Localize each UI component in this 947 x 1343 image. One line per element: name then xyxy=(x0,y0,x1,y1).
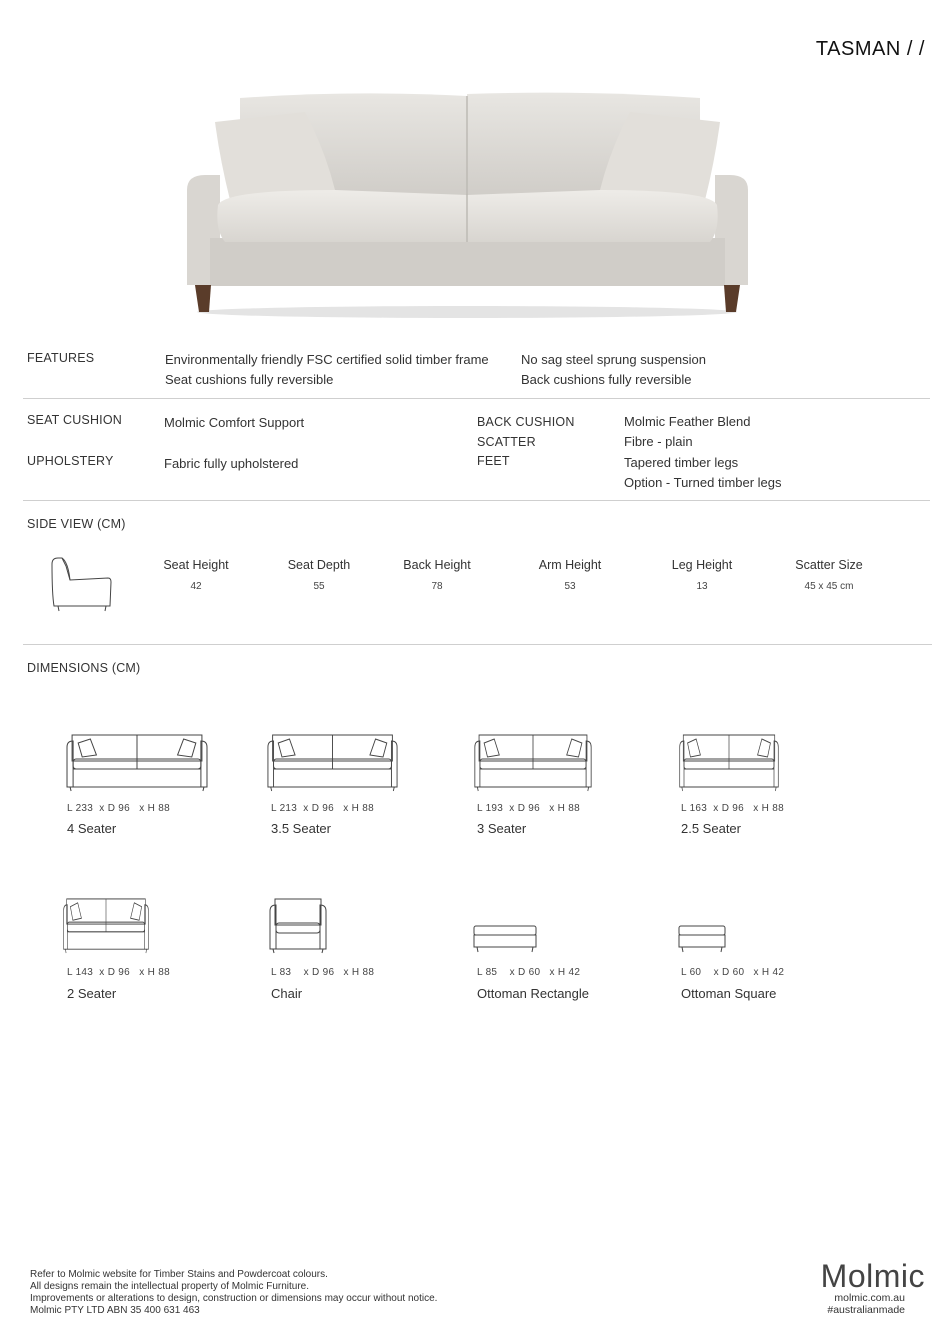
4-seater-icon xyxy=(66,733,208,793)
feet-value: Tapered timber legs xyxy=(624,455,739,470)
dimension-text: L 83 x D 96 x H 88 xyxy=(271,967,375,978)
seat-height-value: 42 xyxy=(190,581,202,592)
back-height-label: Back Height xyxy=(403,558,471,572)
dimension-text: L 233 x D 96 x H 88 xyxy=(67,803,170,814)
product-name: 3 Seater xyxy=(477,821,527,836)
website-link[interactable]: molmic.com.au xyxy=(834,1292,905,1304)
product-name: 4 Seater xyxy=(67,821,117,836)
seat-height-label: Seat Height xyxy=(163,558,229,572)
product-name: 2.5 Seater xyxy=(681,821,741,836)
upholstery-value: Fabric fully upholstered xyxy=(164,456,299,471)
feature-item: Environmentally friendly FSC certified solid timber frame xyxy=(165,352,489,367)
dimension-text: L 85 x D 60 x H 42 xyxy=(477,967,581,978)
back-cushion-value: Molmic Feather Blend xyxy=(624,414,751,429)
features-label: FEATURES xyxy=(27,351,95,365)
2-5-seater-icon xyxy=(679,733,779,793)
product-name: 3.5 Seater xyxy=(271,821,331,836)
dimension-text: L 193 x D 96 x H 88 xyxy=(477,803,580,814)
back-height-value: 78 xyxy=(431,581,443,592)
feet-label: FEET xyxy=(477,454,510,468)
dimension-text: L 163 x D 96 x H 88 xyxy=(681,803,784,814)
footer-line: Improvements or alterations to design, construction or dimensions may occur without notice. xyxy=(30,1293,438,1304)
seat-depth-label: Seat Depth xyxy=(287,558,351,572)
seat-depth-value: 55 xyxy=(313,581,325,592)
seat-cushion-value: Molmic Comfort Support xyxy=(164,415,305,430)
chair-icon xyxy=(269,897,327,955)
product-name: Ottoman Square xyxy=(681,986,777,1001)
scatter-value: Fibre - plain xyxy=(624,434,693,449)
scatter-label: SCATTER xyxy=(477,435,536,449)
product-name: Chair xyxy=(271,986,303,1001)
scatter-size-label: Scatter Size xyxy=(795,558,863,572)
ottoman-rectangle-icon xyxy=(472,924,538,954)
back-cushion-label: BACK CUSHION xyxy=(477,415,575,429)
feature-item: Back cushions fully reversible xyxy=(521,372,692,387)
molmic-logo: Molmic xyxy=(820,1258,925,1294)
sofa-product-image xyxy=(185,90,750,322)
2-seater-icon xyxy=(63,897,149,955)
side-view-sofa-icon xyxy=(48,554,114,614)
divider xyxy=(23,500,930,501)
arm-height-value: 53 xyxy=(564,581,576,592)
feet-option-value: Option - Turned timber legs xyxy=(624,475,782,490)
footer-line: All designs remain the intellectual property of Molmic Furniture. xyxy=(30,1281,310,1292)
seat-cushion-label: SEAT CUSHION xyxy=(27,413,123,427)
product-name: 2 Seater xyxy=(67,986,117,1001)
product-title: TASMAN / / xyxy=(815,38,925,60)
scatter-size-value: 45 x 45 cm xyxy=(804,581,854,592)
dimension-text: L 143 x D 96 x H 88 xyxy=(67,967,170,978)
divider xyxy=(23,644,932,645)
dimensions-label: DIMENSIONS (CM) xyxy=(27,661,141,675)
feature-item: No sag steel sprung suspension xyxy=(521,352,707,367)
upholstery-label: UPHOLSTERY xyxy=(27,454,114,468)
leg-height-value: 13 xyxy=(696,581,708,592)
3-5-seater-icon xyxy=(267,733,398,793)
dimension-text: L 60 x D 60 x H 42 xyxy=(681,967,785,978)
footer-line: Refer to Molmic website for Timber Stains and Powdercoat colours. xyxy=(30,1269,328,1280)
leg-height-label: Leg Height xyxy=(671,558,733,572)
divider xyxy=(23,398,930,399)
3-seater-icon xyxy=(474,733,592,793)
feature-item: Seat cushions fully reversible xyxy=(165,372,334,387)
footer-line: Molmic PTY LTD ABN 35 400 631 463 xyxy=(30,1305,200,1316)
hashtag: #australianmade xyxy=(827,1304,905,1316)
dimension-text: L 213 x D 96 x H 88 xyxy=(271,803,374,814)
side-view-label: SIDE VIEW (CM) xyxy=(27,517,126,531)
ottoman-square-icon xyxy=(677,924,727,954)
footer-notes xyxy=(30,1269,437,1317)
arm-height-label: Arm Height xyxy=(538,558,602,572)
product-name: Ottoman Rectangle xyxy=(477,986,590,1001)
